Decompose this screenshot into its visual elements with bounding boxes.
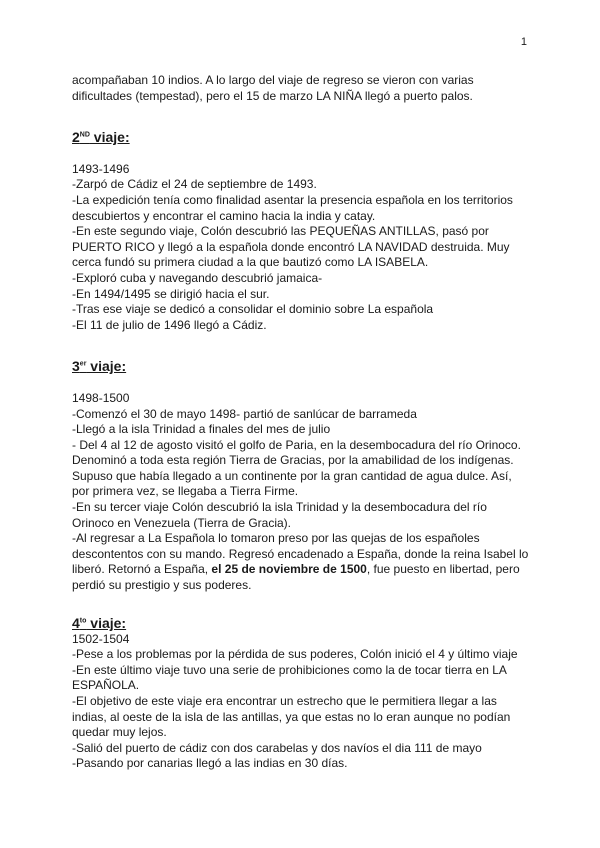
trip2-item: -En 1494/1495 se dirigió hacia el sur.: [72, 286, 270, 301]
trip4-item: -Pasando por canarias llegó a las indias en 30 días.: [72, 756, 348, 771]
trip4-heading-text: viaje:: [86, 614, 127, 631]
trip2-heading-ordinal: ND: [79, 131, 90, 139]
trip3-item: -Llegó a la isla Trinidad a finales del mes de julio: [72, 422, 331, 437]
trip4-heading-ordinal: to: [79, 616, 87, 624]
trip3-heading-ordinal: er: [79, 360, 87, 368]
trip3-last-item-start: -Al regresar a La Española lo tomaron preso por las quejas de los españoles descontentos con su mando. Regresó encadenado a España, donde la reina Isabel lo liberó. Retornó a España,: [72, 531, 529, 577]
trip3-last-item-end: , fue puesto en libertad, pero perdió su prestigio y sus poderes.: [72, 562, 520, 593]
trip2-heading-text: viaje:: [89, 129, 130, 146]
page-number: 1: [520, 36, 527, 48]
trip2-years: 1493-1496: [72, 161, 130, 176]
trip4-years: 1502-1504: [72, 631, 130, 646]
trip4-item: -Salió del puerto de cádiz con dos carabelas y dos navíos el dia 111 de mayo: [72, 740, 482, 755]
trip4-heading-number: 4: [72, 614, 80, 631]
trip3-item: -Comenzó el 30 de mayo 1498- partió de sanlúcar de barrameda: [72, 406, 417, 421]
trip2-item: -Tras ese viaje se dedicó a consolidar el dominio sobre La española: [72, 302, 434, 317]
trip3-item: -En su tercer viaje Colón descubrió la isla Trinidad y la desembocadura del río Orinoco en Venezuela (Tierra de Gracia).: [72, 500, 487, 530]
document-body: [72, 73, 532, 772]
trip3-heading-text: viaje:: [86, 358, 127, 375]
trip2-item: -Zarpó de Cádiz el 24 de septiembre de 1493.: [72, 177, 317, 192]
trip3-item: [72, 531, 532, 593]
trip3-item: - Del 4 al 12 de agosto visitó el golfo de Paria, en la desembocadura del río Orinoco. Denominó a toda esta región Tierra de Gracias, por la amabilidad de los indígenas. Supuso que había llegado a un continente por la gran cantidad de agua dulce. Así, por primera vez, se llegaba a Tierra Firme.: [72, 437, 521, 499]
trip2-heading-number: 2: [72, 129, 80, 146]
trip2-item: -El 11 de julio de 1496 llegó a Cádiz.: [72, 317, 267, 332]
trip3-heading-number: 3: [72, 358, 80, 375]
trip4-heading: [72, 614, 532, 632]
trip2-item: -Exploró cuba y navegando descubrió jamaica-: [72, 270, 323, 285]
trip3-heading: [72, 357, 532, 375]
trip2-item: -La expedición tenía como finalidad asentar la presencia española en los territorios descubiertos y encontrar el camino hacia la india y catay.: [72, 192, 513, 223]
trip4-item: -Pese a los problemas por la pérdida de sus poderes, Colón inició el 4 y último viaje: [72, 647, 518, 662]
intro-paragraph: acompañaban 10 indios. A lo largo del viaje de regreso se vieron con varias dificultades (tempestad), pero el 15 de marzo LA NIÑA llegó a puerto palos.: [72, 73, 474, 103]
trip2-heading: [72, 128, 532, 146]
trip4-item: -El objetivo de este viaje era encontrar un estrecho que le permitiera llegar a las indias, al oeste de la isla de las antillas, ya que estas no lo eran aunque no podían quedar muy lejos.: [72, 694, 511, 740]
trip3-years: 1498-1500: [72, 390, 130, 405]
trip4-item: -En este último viaje tuvo una serie de prohibiciones como la de tocar tierra en LA ESPAÑOLA.: [72, 662, 507, 693]
trip2-item: -En este segundo viaje, Colón descubrió las PEQUEÑAS ANTILLAS, pasó por PUERTO RICO y llegó a la española donde encontró LA NAVIDAD destruida. Muy cerca fundó su primera ciudad a la que bautizó como LA ISABELA.: [72, 224, 510, 270]
trip3-return-date: el 25 de noviembre de 1500: [211, 562, 367, 577]
